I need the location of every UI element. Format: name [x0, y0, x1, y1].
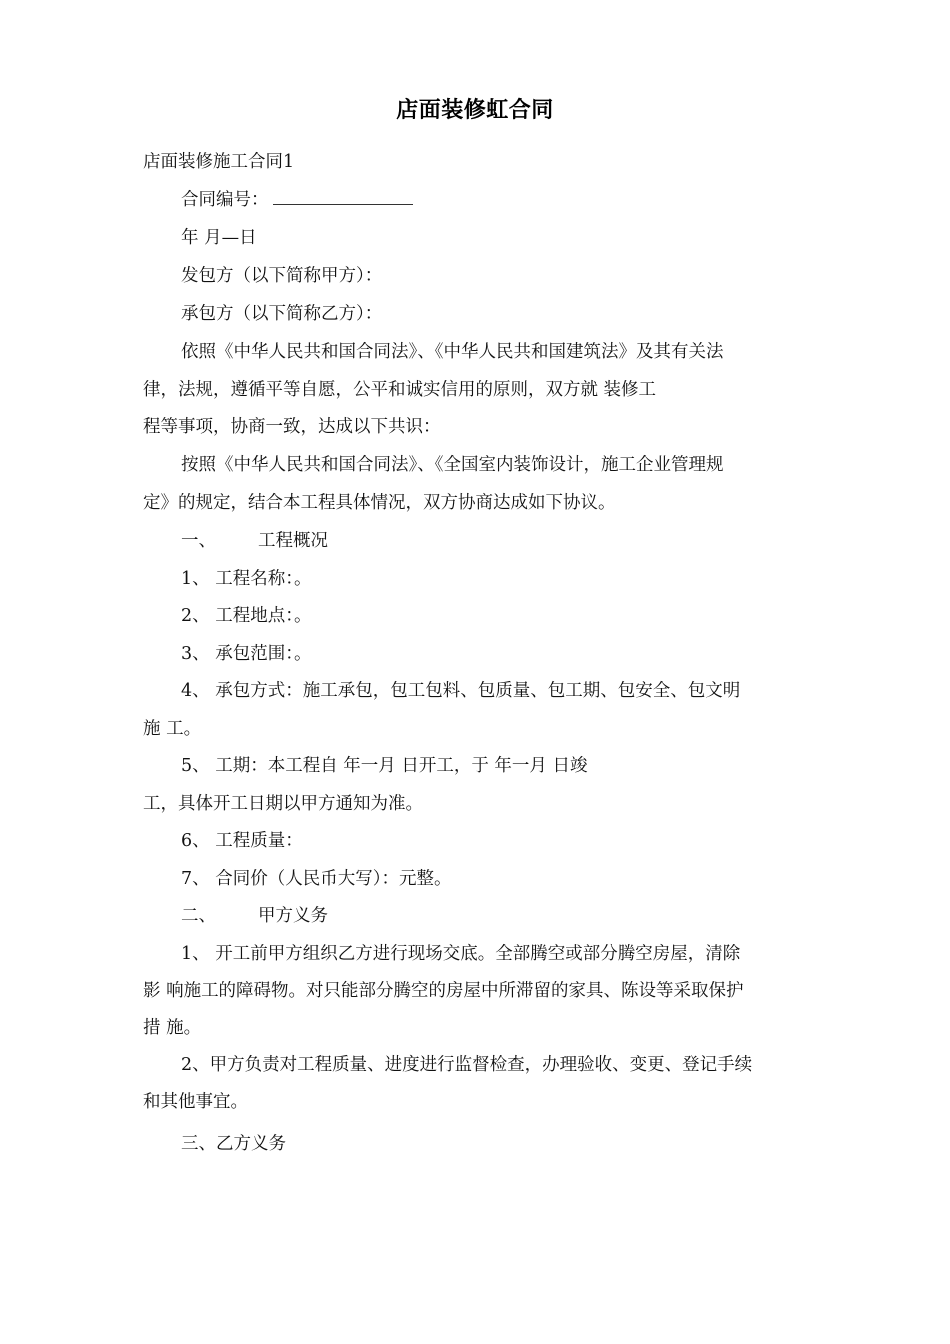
- paragraph-line: 定》的规定，结合本工程具体情况，双方协商达成如下协议。: [143, 493, 616, 513]
- list-item-continuation: 工，具体开工日期以甲方通知为准。: [143, 794, 423, 814]
- list-item: 7、 合同价（人民币大写）：元整。: [181, 869, 452, 889]
- document-title: 店面装修虹合同: [396, 98, 554, 123]
- party-b-line: 承包方（以下简称乙方）：: [181, 304, 383, 324]
- subtitle-line: 店面装修施工合同1: [143, 152, 295, 172]
- date-line: 年 月—日: [181, 228, 257, 248]
- contract-number-label: 合同编号：: [181, 190, 269, 210]
- section-title: 工程概况: [258, 531, 328, 551]
- list-item: 4、 承包方式：施工承包，包工包料、包质量、包工期、包安全、包文明: [181, 681, 741, 701]
- list-item-continuation: 和其他事宜。: [143, 1092, 248, 1112]
- section-number: 一、: [181, 531, 216, 551]
- list-item: 2、甲方负责对工程质量、进度进行监督检查，办理验收、变更、登记手续: [181, 1055, 753, 1075]
- section-heading-3: 三、乙方义务: [181, 1134, 286, 1154]
- section-heading-2: [181, 904, 328, 928]
- list-item-continuation: 措 施。: [143, 1018, 202, 1038]
- list-item: 2、 工程地点：。: [181, 606, 312, 626]
- list-item: 1、 工程名称：。: [181, 569, 312, 589]
- section-heading-1: [181, 529, 328, 553]
- list-item: 5、 工期：本工程自 年一月 日开工，于 年一月 日竣: [181, 756, 588, 776]
- paragraph-line: 按照《中华人民共和国合同法》、《全国室内装饰设计，施工企业管理规: [181, 455, 724, 475]
- list-item: 1、 开工前甲方组织乙方进行现场交底。全部腾空或部分腾空房屋，清除: [181, 944, 741, 964]
- list-item: 3、 承包范围：。: [181, 644, 312, 664]
- section-number: 二、: [181, 906, 216, 926]
- list-item-continuation: 施 工。: [143, 719, 202, 739]
- paragraph-line: 律，法规，遵循平等自愿，公平和诚实信用的原则，双方就 装修工: [143, 380, 657, 400]
- list-item-continuation: 影 响施工的障碍物。对只能部分腾空的房屋中所滞留的家具、陈设等采取保护: [143, 981, 744, 1001]
- paragraph-line: 程等事项，协商一致，达成以下共识：: [143, 417, 441, 437]
- paragraph-line: 依照《中华人民共和国合同法》、《中华人民共和国建筑法》及其有关法: [181, 342, 724, 362]
- contract-number-blank: [273, 190, 413, 205]
- party-a-line: 发包方（以下简称甲方）：: [181, 266, 383, 286]
- contract-number-line: [181, 188, 413, 212]
- list-item: 6、 工程质量：: [181, 831, 303, 851]
- section-title: 甲方义务: [258, 906, 328, 926]
